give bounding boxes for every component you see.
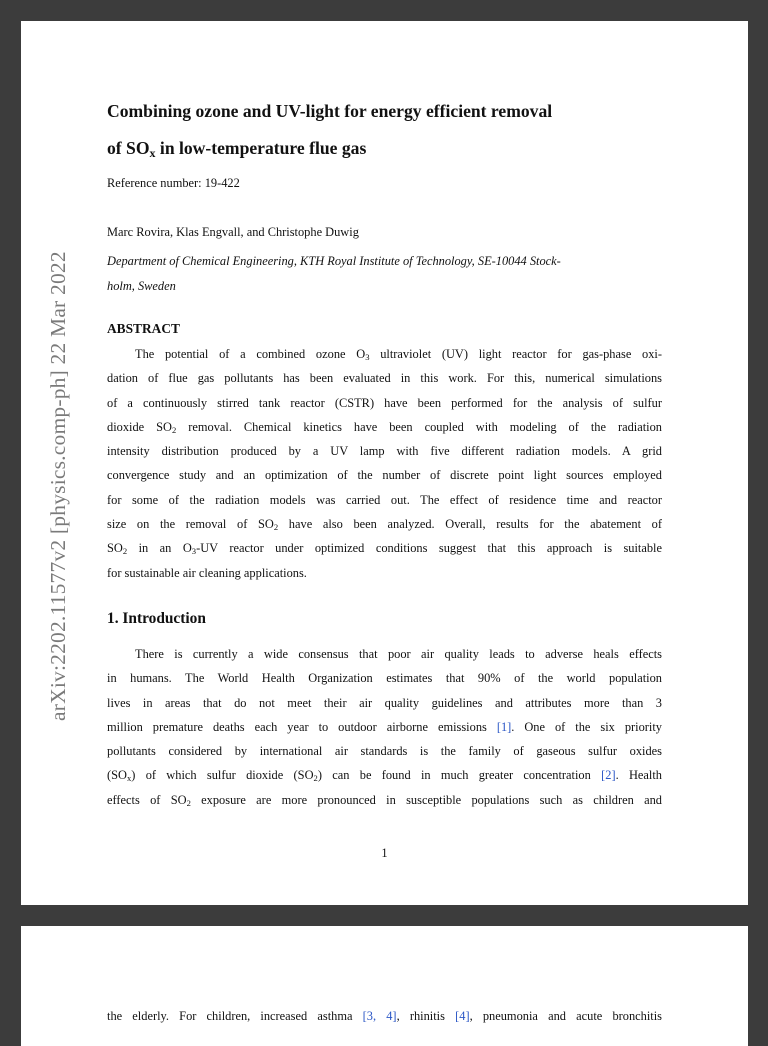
text-run: dation of flue gas pollutants has been evaluated in this work. For this, numerical simulations [107, 371, 662, 386]
text-line [107, 463, 662, 487]
text-run: SO [107, 541, 123, 556]
page-number: 1 [381, 846, 388, 860]
citation-link[interactable]: [1] [496, 719, 512, 734]
text-run: removal. Chemical kinetics have been coupled with modeling of the radiation [176, 419, 662, 434]
text-run: ) can be found in much greater concentration [317, 768, 602, 783]
text-run: the elderly. For children, increased asthma [107, 1009, 363, 1023]
text-run: intensity distribution produced by a UV lamp with five different radiation models. A grid [107, 444, 662, 459]
text-run: exposure are more pronounced in susceptible populations such as children and [190, 792, 662, 807]
text-run: ultraviolet (UV) light reactor for gas-phase oxi- [369, 347, 663, 361]
text-run: dioxide SO [107, 419, 172, 434]
text-run: in an O [127, 541, 192, 556]
text-run: . Health [615, 768, 663, 783]
text-run: -UV reactor under optimized conditions suggest that this approach is suitable [196, 541, 663, 556]
text-run: There is currently a wide consensus that poor air quality leads to adverse heals effects [135, 647, 662, 661]
chemical-subscript: 2 [122, 546, 128, 557]
chemical-subscript: 2 [186, 797, 191, 808]
text-line [107, 739, 662, 763]
citation-link[interactable]: [2] [601, 768, 616, 783]
chemical-subscript: 2 [313, 773, 318, 784]
citation-link[interactable]: [3, 4] [362, 1009, 397, 1023]
citation-link[interactable]: [4] [455, 1009, 470, 1023]
title-line-1: Combining ozone and UV-light for energy efficient removal [107, 101, 553, 121]
text-run: million premature deaths each year to outdoor airborne emissions [107, 719, 497, 734]
text-run: , rhinitis [396, 1009, 456, 1023]
affiliation [107, 249, 667, 298]
text-line [107, 536, 662, 560]
text-line [107, 642, 662, 666]
text-run: for sustainable air cleaning applications. [107, 565, 307, 580]
title-line-2-pre: of SO [107, 138, 150, 158]
text-run: of a continuously stirred tank reactor (CSTR) have been performed for the analysis of sulfur [107, 395, 662, 410]
title-line-2-post: in low-temperature flue gas [155, 138, 367, 158]
text-run: , pneumonia and acute bronchitis [469, 1009, 662, 1023]
text-line [107, 715, 662, 739]
introduction-body [107, 642, 662, 812]
abstract-heading: ABSTRACT [107, 321, 180, 336]
title-subscript: x [149, 146, 156, 160]
text-run: . One of the six priority [511, 719, 662, 734]
chemical-subscript: 2 [273, 522, 279, 533]
document-page-2 [21, 926, 748, 1046]
text-run: for some of the radiation models was carried out. The effect of residence time and reactor [107, 492, 662, 507]
text-line [107, 512, 662, 536]
text-line [107, 488, 662, 512]
text-line [107, 763, 662, 787]
text-run: in humans. The World Health Organization estimates that 90% of the world population [107, 671, 662, 686]
paper-title [107, 93, 687, 167]
chemical-subscript: 3 [191, 546, 197, 557]
text-line [107, 561, 662, 585]
text-line [107, 788, 662, 812]
text-run: lives in areas that do not meet their air quality guidelines and attributes more than 3 [107, 695, 662, 710]
text-run: The potential of a combined ozone O [135, 347, 366, 361]
author-list: Marc Rovira, Klas Engvall, and Christophe Duwig [107, 225, 359, 239]
reference-number: Reference number: 19-422 [107, 176, 240, 190]
section-heading-introduction: 1. Introduction [107, 610, 206, 627]
text-line [107, 1004, 662, 1028]
text-line [107, 415, 662, 439]
page-2-text [107, 1004, 662, 1028]
document-page-1 [21, 21, 748, 905]
text-line [107, 391, 662, 415]
text-line [107, 366, 662, 390]
chemical-subscript: x [126, 773, 132, 784]
affiliation-line-2: holm, Sweden [107, 278, 176, 293]
text-run: (SO [107, 768, 127, 783]
text-run: size on the removal of SO [107, 517, 274, 532]
text-line [107, 439, 662, 463]
arxiv-identifier-stamp: arXiv:2202.11577v2 [physics.comp-ph] 22 Mar 2022 [46, 251, 70, 721]
text-run: ) of which sulfur dioxide (SO [131, 768, 314, 783]
text-line [107, 666, 662, 690]
affiliation-line-1: Department of Chemical Engineering, KTH Royal Institute of Technology, SE-10044 Stock- [107, 254, 561, 268]
text-run: convergence study and an optimization of the number of discrete point light sources employed [107, 468, 662, 483]
text-line [107, 342, 662, 366]
text-run: have also been analyzed. Overall, results for the abatement of [278, 517, 662, 532]
chemical-subscript: 2 [171, 424, 177, 435]
text-run: effects of SO [107, 792, 187, 807]
abstract-body [107, 342, 662, 585]
text-run: pollutants considered by international air standards is the family of gaseous sulfur oxides [107, 744, 662, 759]
text-line [107, 691, 662, 715]
chemical-subscript: 3 [365, 352, 370, 362]
